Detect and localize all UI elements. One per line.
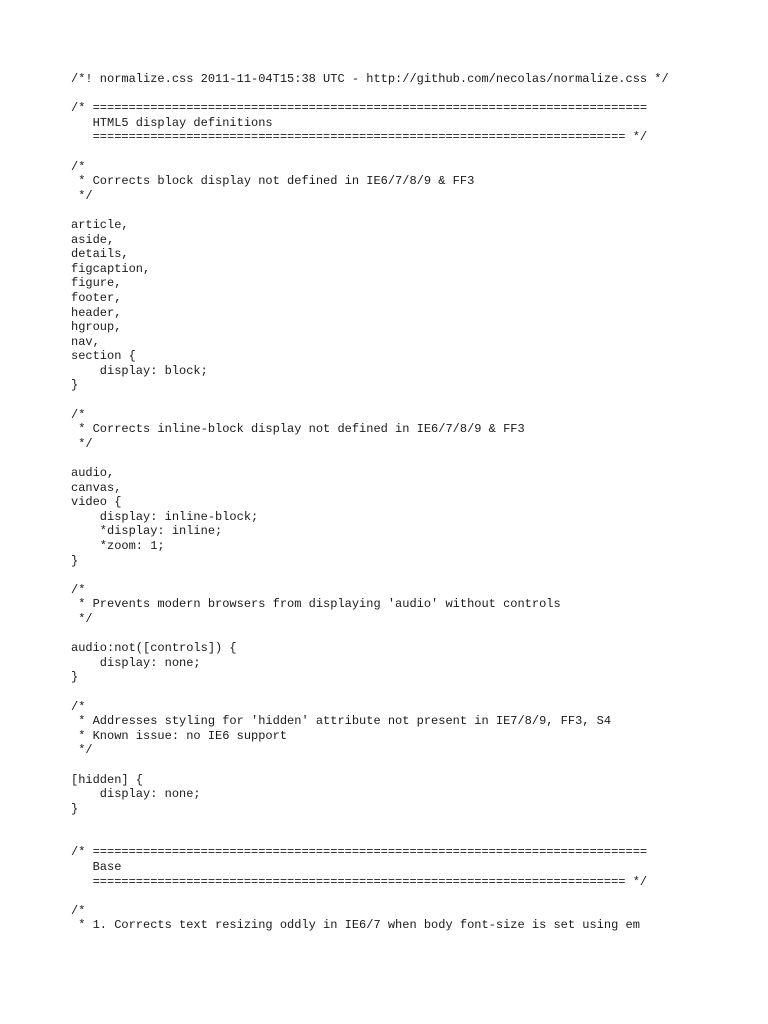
code-line: /* <box>71 903 86 918</box>
code-line <box>71 203 768 218</box>
code-line: /* <box>71 582 86 597</box>
code-line: audio, <box>71 466 115 481</box>
code-line: details, <box>71 247 129 262</box>
document-page <box>71 72 768 933</box>
code-line: video { <box>71 495 122 510</box>
code-line <box>71 685 768 700</box>
code-line <box>71 145 768 160</box>
code-line: /* ============================================================================= <box>71 101 648 116</box>
code-line <box>71 627 768 642</box>
code-line: * Corrects inline-block display not defined in IE6/7/8/9 & FF3 <box>71 422 525 437</box>
code-line <box>71 568 768 583</box>
code-line <box>71 889 768 904</box>
code-line: header, <box>71 305 122 320</box>
code-line: hgroup, <box>71 320 122 335</box>
code-line: /* <box>71 159 86 174</box>
code-line <box>71 451 768 466</box>
code-line: footer, <box>71 290 122 305</box>
code-line: nav, <box>71 334 100 349</box>
code-line: figcaption, <box>71 261 151 276</box>
code-block <box>71 72 768 933</box>
code-line: } <box>71 670 79 685</box>
code-line: */ <box>71 611 93 626</box>
code-line: HTML5 display definitions <box>71 115 273 130</box>
code-line: * Prevents modern browsers from displaying 'audio' without controls <box>71 597 561 612</box>
code-line: */ <box>71 436 93 451</box>
code-line: */ <box>71 743 93 758</box>
code-line: } <box>71 378 79 393</box>
code-line: section { <box>71 349 136 364</box>
code-line: ========================================================================== */ <box>71 130 648 145</box>
code-line: } <box>71 553 79 568</box>
code-line <box>71 831 768 846</box>
code-line: audio:not([controls]) { <box>71 641 237 656</box>
code-line: ========================================================================== */ <box>71 874 648 889</box>
code-line: figure, <box>71 276 122 291</box>
code-line: aside, <box>71 232 115 247</box>
code-line: * Corrects block display not defined in IE6/7/8/9 & FF3 <box>71 174 475 189</box>
code-line: display: none; <box>71 787 201 802</box>
code-line: article, <box>71 217 129 232</box>
code-line: /* <box>71 407 86 422</box>
code-line <box>71 758 768 773</box>
code-line: } <box>71 801 79 816</box>
code-line: /* ============================================================================= <box>71 845 648 860</box>
code-line: display: none; <box>71 655 201 670</box>
code-line: display: block; <box>71 363 208 378</box>
code-line <box>71 393 768 408</box>
code-line: canvas, <box>71 480 122 495</box>
code-line: [hidden] { <box>71 772 144 787</box>
code-line: * Known issue: no IE6 support <box>71 728 288 743</box>
code-line: *display: inline; <box>71 524 223 539</box>
code-line <box>71 816 768 831</box>
code-line: */ <box>71 188 93 203</box>
code-line: * Addresses styling for 'hidden' attribute not present in IE7/8/9, FF3, S4 <box>71 714 612 729</box>
code-line: display: inline-block; <box>71 509 259 524</box>
code-line: /*! normalize.css 2011-11-04T15:38 UTC - http://github.com/necolas/normalize.css */ <box>71 72 669 86</box>
code-line: Base <box>71 860 122 875</box>
code-line: *zoom: 1; <box>71 539 165 553</box>
code-line: * 1. Corrects text resizing oddly in IE6/7 when body font-size is set using em <box>71 918 640 933</box>
code-line: /* <box>71 699 86 714</box>
code-line <box>71 87 768 102</box>
